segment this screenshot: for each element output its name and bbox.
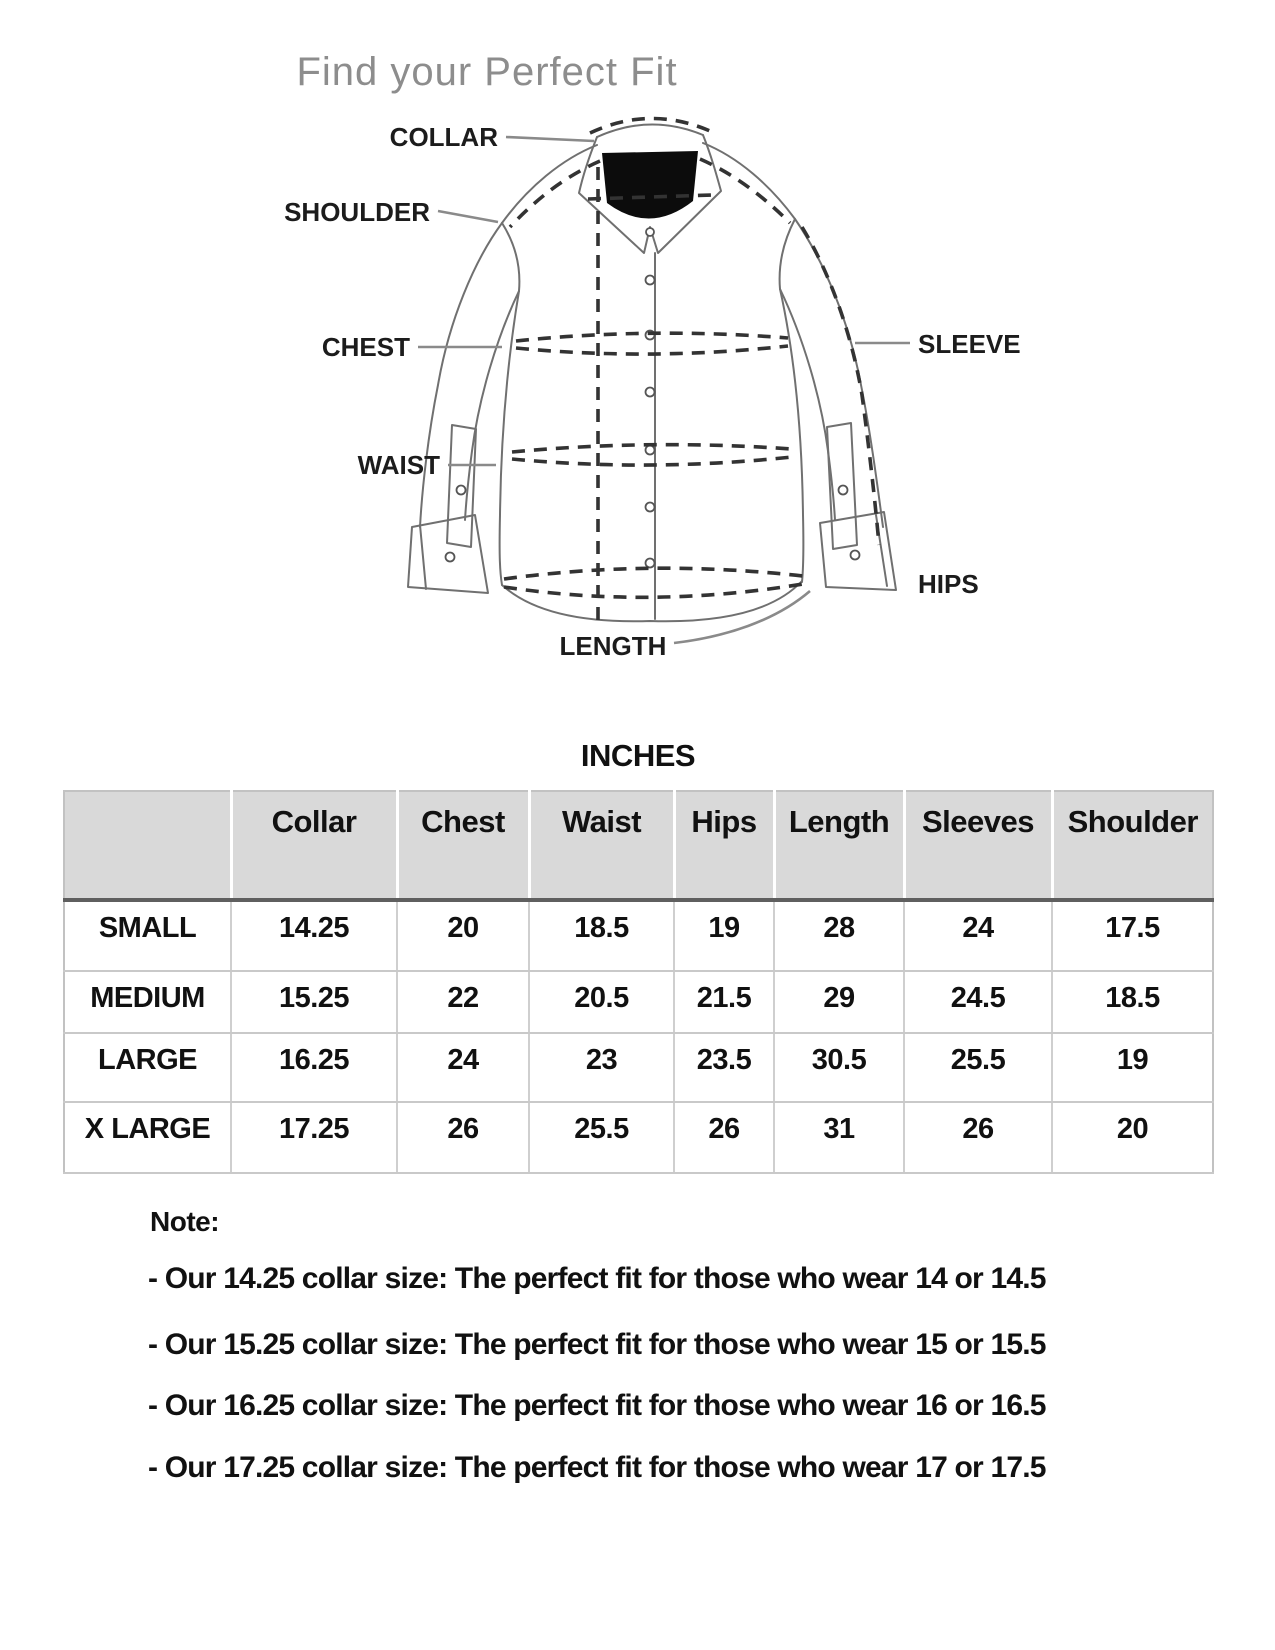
value-cell: 19 — [674, 900, 774, 971]
value-cell: 16.25 — [231, 1033, 397, 1102]
shoulder-leader-line — [438, 211, 498, 222]
shoulder-measure-line — [510, 161, 600, 227]
note-line: - Our 17.25 collar size: The perfect fit for those who wear 17 or 17.5 — [148, 1451, 1046, 1484]
collar-neck-fill — [602, 151, 698, 219]
value-cell: 28 — [774, 900, 904, 971]
value-cell: 29 — [774, 971, 904, 1033]
table-heading-inches: INCHES — [580, 738, 696, 773]
value-cell: 18.5 — [1052, 971, 1213, 1033]
header-cell-size — [64, 791, 231, 900]
shirt-measurement-diagram — [250, 95, 1050, 660]
note-line: - Our 14.25 collar size: The perfect fit for those who wear 14 or 14.5 — [148, 1262, 1046, 1295]
value-cell: 25.5 — [529, 1102, 674, 1173]
size-cell: SMALL — [64, 900, 231, 971]
header-cell-chest: Chest — [397, 791, 529, 900]
value-cell: 26 — [674, 1102, 774, 1173]
header-cell-length: Length — [774, 791, 904, 900]
size-cell: LARGE — [64, 1033, 231, 1102]
header-cell-collar: Collar — [231, 791, 397, 900]
header-cell-sleeves: Sleeves — [904, 791, 1052, 900]
value-cell: 17.25 — [231, 1102, 397, 1173]
value-cell: 20 — [1052, 1102, 1213, 1173]
note-line: - Our 15.25 collar size: The perfect fit for those who wear 15 or 15.5 — [148, 1328, 1046, 1361]
hips-measure-line — [504, 568, 803, 579]
value-cell: 31 — [774, 1102, 904, 1173]
value-cell: 21.5 — [674, 971, 774, 1033]
table-row-medium — [64, 971, 1213, 1033]
value-cell: 23.5 — [674, 1033, 774, 1102]
value-cell: 19 — [1052, 1033, 1213, 1102]
value-cell: 18.5 — [529, 900, 674, 971]
value-cell: 24.5 — [904, 971, 1052, 1033]
length-label: LENGTH — [559, 631, 667, 660]
value-cell: 20 — [397, 900, 529, 971]
shirt-outline — [408, 124, 896, 621]
shoulder-label: SHOULDER — [284, 197, 430, 227]
table-row-xlarge — [64, 1102, 1213, 1173]
value-cell: 26 — [397, 1102, 529, 1173]
value-cell: 24 — [397, 1033, 529, 1102]
chest-label: CHEST — [321, 332, 410, 362]
sleeve-measure-line — [802, 227, 879, 545]
page-title: Find your Perfect Fit — [296, 50, 678, 94]
size-chart-table — [63, 790, 1214, 1174]
size-cell: X LARGE — [64, 1102, 231, 1173]
collar-label: COLLAR — [389, 122, 498, 152]
sleeve-label: SLEEVE — [918, 329, 1021, 359]
value-cell: 24 — [904, 900, 1052, 971]
collar-leader-line — [506, 137, 594, 141]
header-cell-shoulder: Shoulder — [1052, 791, 1213, 900]
length-leader-line — [674, 591, 810, 643]
value-cell: 23 — [529, 1033, 674, 1102]
value-cell: 22 — [397, 971, 529, 1033]
table-header-row — [64, 791, 1213, 900]
value-cell: 30.5 — [774, 1033, 904, 1102]
size-cell: MEDIUM — [64, 971, 231, 1033]
value-cell: 20.5 — [529, 971, 674, 1033]
waist-label: WAIST — [357, 450, 440, 480]
value-cell: 15.25 — [231, 971, 397, 1033]
hips-label: HIPS — [918, 569, 979, 599]
table-row-large — [64, 1033, 1213, 1102]
value-cell: 17.5 — [1052, 900, 1213, 971]
notes-heading: Note: — [150, 1206, 220, 1237]
value-cell: 26 — [904, 1102, 1052, 1173]
header-cell-hips: Hips — [674, 791, 774, 900]
note-line: - Our 16.25 collar size: The perfect fit for those who wear 16 or 16.5 — [148, 1389, 1046, 1422]
value-cell: 14.25 — [231, 900, 397, 971]
value-cell: 25.5 — [904, 1033, 1052, 1102]
header-cell-waist: Waist — [529, 791, 674, 900]
table-row-small — [64, 900, 1213, 971]
